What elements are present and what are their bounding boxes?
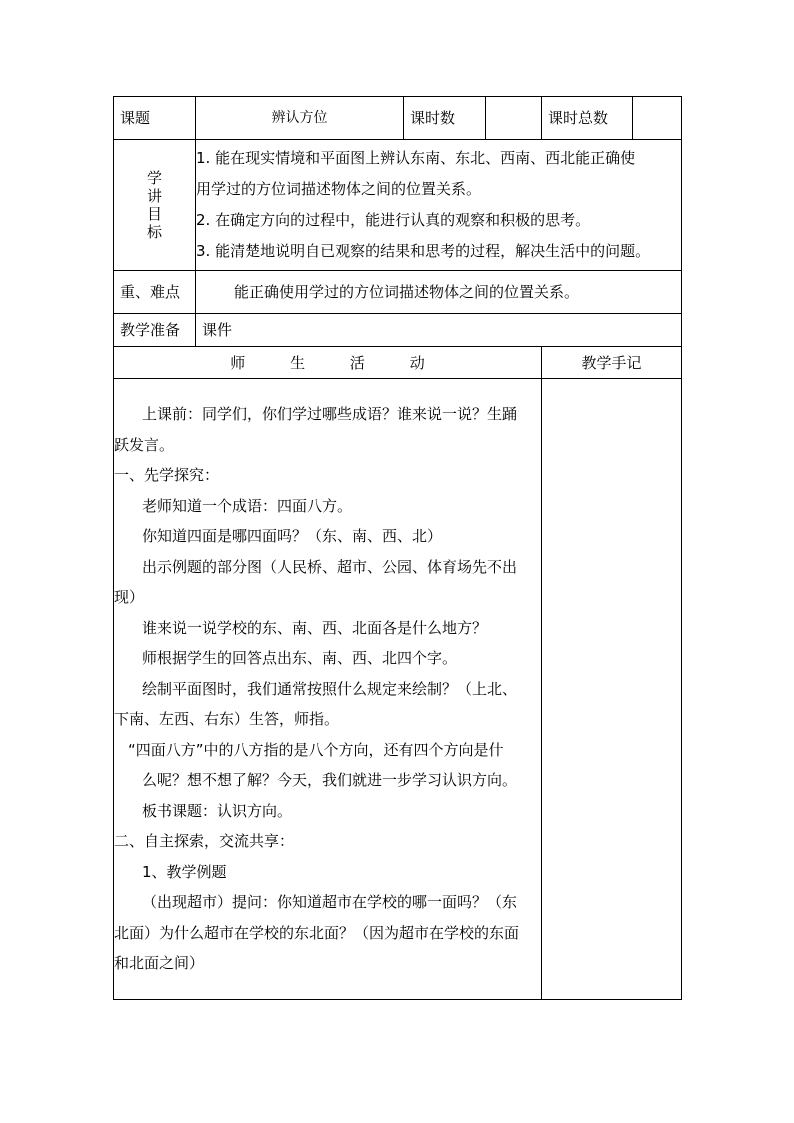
- section-heading: 二、自主探索，交流共享：: [114, 832, 295, 851]
- section-heading: 一、先学探究：: [114, 466, 220, 485]
- activity-line: 师根据学生的回答点出东、南、西、北四个字。: [142, 649, 458, 668]
- periods-value: [486, 97, 542, 140]
- periods-label: 课时数: [404, 97, 486, 140]
- notes-column: [542, 379, 682, 1000]
- goals-content: [196, 140, 682, 271]
- notes-heading: 教学手记: [542, 347, 682, 379]
- activity-line: 跃发言。: [114, 435, 175, 454]
- activity-line: 么呢？想不想了解？今天，我们就进一步学习认识方向。: [142, 771, 518, 790]
- prep-value: 课件: [196, 314, 682, 347]
- prep-label: 教学准备: [114, 314, 196, 347]
- activity-line: 下南、左西、右东）生答，师指。: [114, 710, 340, 729]
- goals-label: [114, 140, 196, 271]
- goals-label-char: 讲: [146, 187, 162, 205]
- goal-line: 1. 能在现实情境和平面图上辨认东南、东北、西南、西北能正确使: [196, 149, 636, 167]
- activity-line: 板书课题：认识方向。: [142, 801, 293, 820]
- activity-line: 现）: [114, 588, 145, 607]
- activity-line: 和北面之间）: [114, 954, 205, 973]
- activity-content: [114, 379, 542, 1000]
- activity-heading-char: 师: [230, 353, 246, 372]
- activity-line: 老师知道一个成语：四面八方。: [142, 496, 353, 515]
- activity-line: 上课前：同学们，你们学过哪些成语？谁来说一说？生踊: [142, 405, 518, 424]
- goals-label-char: 学: [146, 169, 162, 187]
- activity-line: 出示例题的部分图（人民桥、超市、公园、体育场先不出: [142, 557, 518, 576]
- focus-value: 能正确使用学过的方位词描述物体之间的位置关系。: [196, 271, 682, 314]
- goal-line: 用学过的方位词描述物体之间的位置关系。: [196, 180, 482, 198]
- total-periods-label: 课时总数: [542, 97, 633, 140]
- total-periods-value: [633, 97, 682, 140]
- topic-value: 辨认方位: [196, 97, 404, 140]
- activity-heading: [114, 347, 542, 379]
- goals-label-char: 标: [146, 223, 162, 241]
- activity-line: 1、教学例题: [142, 862, 227, 881]
- activity-line: “四面八方”中的八方指的是八个方向，还有四个方向是什: [128, 740, 504, 759]
- focus-label: 重、难点: [114, 271, 196, 314]
- activity-line: 北面）为什么超市在学校的东北面？（因为超市在学校的东面: [114, 923, 520, 942]
- activity-heading-char: 活: [349, 353, 365, 372]
- activity-line: 谁来说一说学校的东、南、西、北面各是什么地方？: [142, 618, 488, 637]
- goal-line: 3. 能清楚地说明自已观察的结果和思考的过程，解决生活中的问题。: [196, 242, 651, 260]
- goal-line: 2. 在确定方向的过程中，能进行认真的观察和积极的思考。: [196, 211, 591, 229]
- topic-label: 课题: [114, 97, 196, 140]
- goals-label-char: 目: [146, 205, 162, 223]
- activity-line: （出现超市）提问：你知道超市在学校的哪一面吗？（东: [142, 893, 518, 912]
- activity-heading-char: 生: [290, 353, 306, 372]
- lesson-plan-table: [113, 96, 682, 1000]
- activity-line: 绘制平面图时，我们通常按照什么规定来绘制？（上北、: [142, 679, 518, 698]
- activity-line: 你知道四面是哪四面吗？（东、南、西、北）: [142, 527, 443, 546]
- activity-heading-char: 动: [409, 353, 425, 372]
